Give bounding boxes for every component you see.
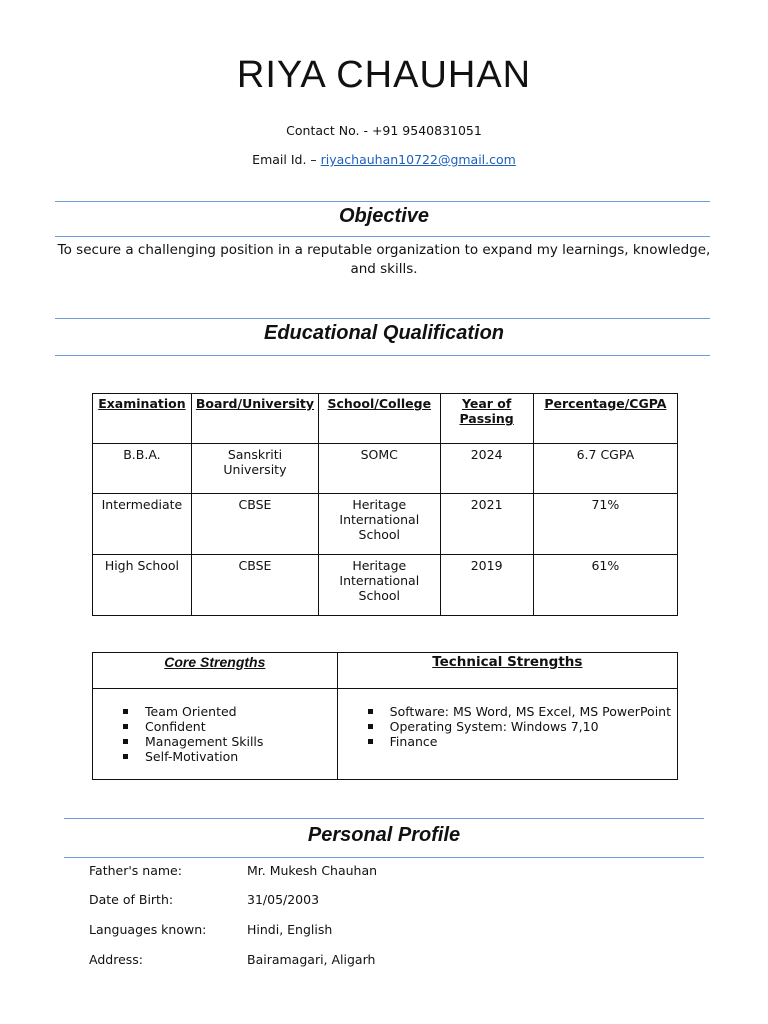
profile-label: Date of Birth: bbox=[89, 892, 174, 907]
column-header: Examination bbox=[93, 394, 192, 444]
divider-bottom-objective bbox=[55, 236, 710, 237]
column-header: Year of Passing bbox=[440, 394, 533, 444]
technical-strengths-list bbox=[338, 704, 677, 749]
profile-row-address bbox=[89, 952, 375, 967]
core-strengths-list bbox=[93, 704, 337, 764]
technical-strengths-heading: Technical Strengths bbox=[337, 653, 677, 689]
profile-value: Hindi, English bbox=[247, 922, 333, 937]
table-row bbox=[93, 444, 678, 494]
divider-bottom-personal bbox=[64, 857, 704, 858]
list-item: Finance bbox=[338, 734, 677, 749]
candidate-name: RIYA CHAUHAN bbox=[236, 54, 532, 96]
strengths-content-row bbox=[93, 689, 678, 780]
technical-strengths-cell bbox=[337, 689, 677, 780]
table-cell: 61% bbox=[533, 555, 677, 616]
profile-value: Mr. Mukesh Chauhan bbox=[247, 863, 378, 878]
table-cell: Heritage International School bbox=[319, 494, 440, 555]
education-heading: Educational Qualification bbox=[263, 322, 505, 344]
table-row bbox=[93, 494, 678, 555]
profile-row-languages bbox=[89, 922, 332, 937]
core-strengths-cell bbox=[93, 689, 338, 780]
core-strengths-heading: Core Strengths bbox=[93, 653, 338, 689]
personal-heading: Personal Profile bbox=[307, 824, 461, 846]
strengths-table bbox=[92, 652, 678, 780]
column-header: School/College bbox=[319, 394, 440, 444]
list-item: Self-Motivation bbox=[93, 749, 337, 764]
divider-bottom-education bbox=[55, 355, 710, 356]
table-cell: 6.7 CGPA bbox=[533, 444, 677, 494]
profile-label: Address: bbox=[89, 952, 143, 967]
table-cell: CBSE bbox=[191, 555, 318, 616]
profile-row-dob bbox=[89, 892, 319, 907]
column-header: Board/University bbox=[191, 394, 318, 444]
table-cell: 2024 bbox=[440, 444, 533, 494]
education-table bbox=[92, 393, 678, 616]
list-item: Management Skills bbox=[93, 734, 337, 749]
profile-value: 31/05/2003 bbox=[247, 892, 320, 907]
divider-top-personal bbox=[64, 818, 704, 819]
list-item: Confident bbox=[93, 719, 337, 734]
divider-top-objective bbox=[55, 201, 710, 202]
strengths-header-row bbox=[93, 653, 678, 689]
table-row bbox=[93, 555, 678, 616]
divider-top-education bbox=[55, 318, 710, 319]
table-cell: Sanskriti University bbox=[191, 444, 318, 494]
list-item: Team Oriented bbox=[93, 704, 337, 719]
table-cell: Intermediate bbox=[93, 494, 192, 555]
table-cell: B.B.A. bbox=[93, 444, 192, 494]
contact-number: Contact No. - +91 9540831051 bbox=[286, 123, 482, 138]
list-item: Software: MS Word, MS Excel, MS PowerPoint bbox=[338, 704, 677, 719]
table-cell: 71% bbox=[533, 494, 677, 555]
column-header: Percentage/CGPA bbox=[533, 394, 677, 444]
list-item: Operating System: Windows 7,10 bbox=[338, 719, 677, 734]
objective-heading: Objective bbox=[338, 205, 430, 227]
table-cell: Heritage International School bbox=[319, 555, 440, 616]
objective-text: To secure a challenging position in a reputable organization to expand my learnings, knowledge, and skills. bbox=[57, 242, 711, 277]
email-label: Email Id. – bbox=[252, 152, 321, 167]
profile-label: Languages known: bbox=[89, 922, 207, 937]
table-cell: SOMC bbox=[319, 444, 440, 494]
table-cell: 2019 bbox=[440, 555, 533, 616]
profile-value: Bairamagari, Aligarh bbox=[247, 952, 376, 967]
table-cell: High School bbox=[93, 555, 192, 616]
education-header-row bbox=[93, 394, 678, 444]
email-link[interactable]: riyachauhan10722@gmail.com bbox=[320, 152, 516, 167]
table-cell: 2021 bbox=[440, 494, 533, 555]
profile-row-father bbox=[89, 863, 377, 878]
email-line bbox=[0, 152, 768, 167]
profile-label: Father's name: bbox=[89, 863, 182, 878]
table-cell: CBSE bbox=[191, 494, 318, 555]
